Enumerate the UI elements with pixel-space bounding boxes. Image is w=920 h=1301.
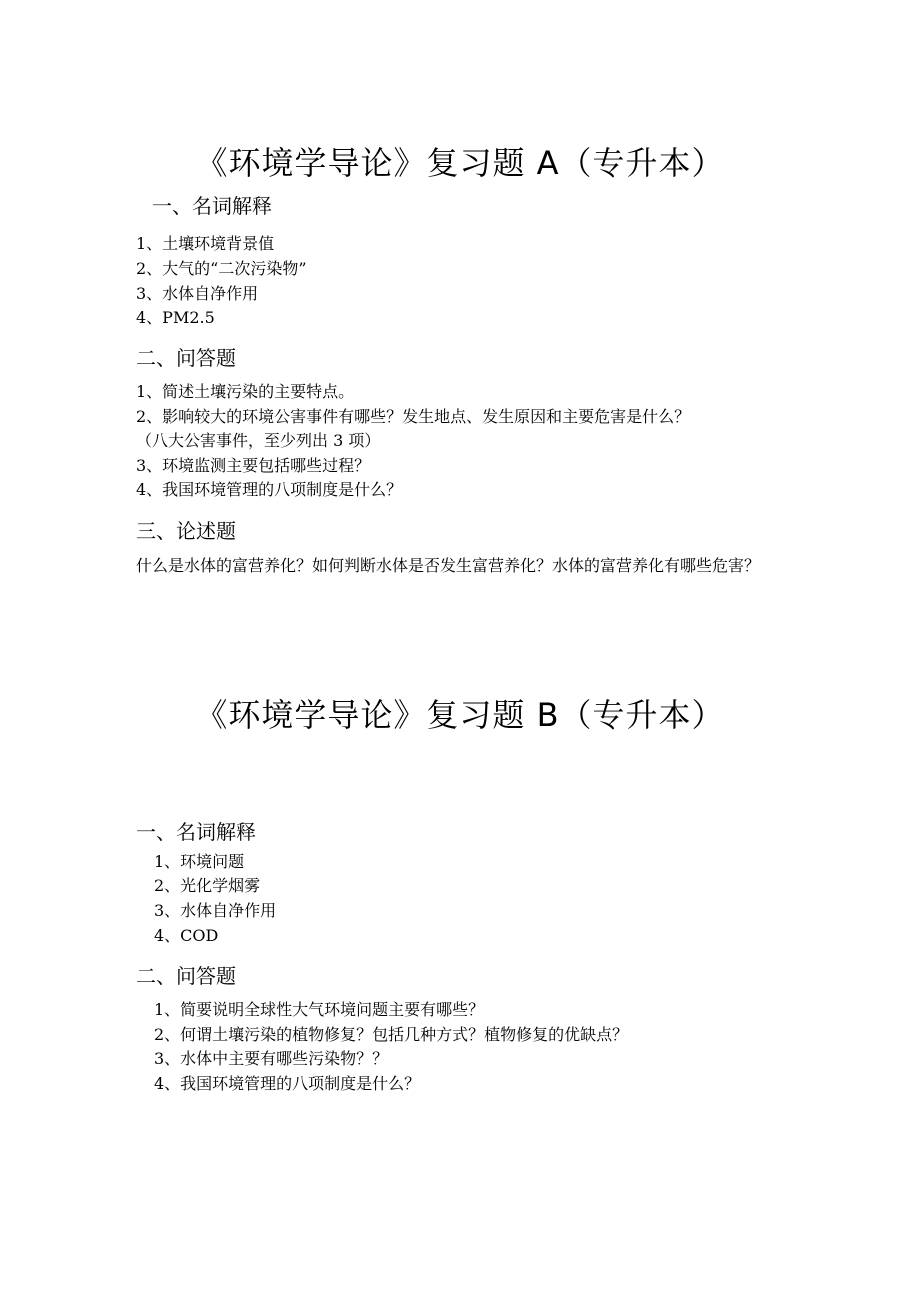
paper-a-question-item: 3、环境监测主要包括哪些过程？: [136, 456, 371, 475]
paper-b-question-item: 4、我国环境管理的八项制度是什么？: [154, 1074, 421, 1093]
paper-a-section1-heading: 一、名词解释: [152, 194, 272, 218]
paper-b-question-item: 1、简要说明全球性大气环境问题主要有哪些？: [154, 1000, 485, 1019]
paper-b-term-item: 1、环境问题: [154, 852, 245, 871]
paper-a-term-item: 4、PM2.5: [136, 308, 215, 327]
paper-b-title: 《环境学导论》复习题 B（专升本）: [195, 696, 725, 734]
paper-a-question-item: 4、我国环境管理的八项制度是什么？: [136, 480, 403, 499]
paper-b-term-item: 3、水体自净作用: [154, 901, 277, 920]
paper-a-essay-question: 什么是水体的富营养化？如何判断水体是否发生富营养化？水体的富营养化有哪些危害？: [136, 556, 761, 575]
paper-b-term-item: 4、COD: [154, 926, 219, 945]
paper-a-title: 《环境学导论》复习题 A（专升本）: [195, 144, 725, 182]
paper-a-question-note: （八大公害事件，至少列出 3 项）: [136, 431, 381, 450]
paper-b-question-item: 2、何谓土壤污染的植物修复？包括几种方式？植物修复的优缺点？: [154, 1025, 629, 1044]
paper-a-term-item: 1、土壤环境背景值: [136, 234, 275, 253]
paper-a-section2-heading: 二、问答题: [136, 346, 236, 370]
paper-a-term-item: 2、大气的“二次污染物”: [136, 259, 307, 278]
paper-b-section1-heading: 一、名词解释: [136, 820, 256, 844]
paper-b-term-item: 2、光化学烟雾: [154, 876, 261, 895]
paper-b-section2-heading: 二、问答题: [136, 964, 236, 988]
paper-a-section3-heading: 三、论述题: [136, 519, 236, 543]
paper-b-question-item: 3、水体中主要有哪些污染物？？: [154, 1049, 389, 1068]
paper-a-question-item: 2、影响较大的环境公害事件有哪些？发生地点、发生原因和主要危害是什么？: [136, 407, 691, 426]
paper-a-question-item: 1、简述土壤污染的主要特点。: [136, 382, 355, 401]
paper-a-term-item: 3、水体自净作用: [136, 284, 259, 303]
